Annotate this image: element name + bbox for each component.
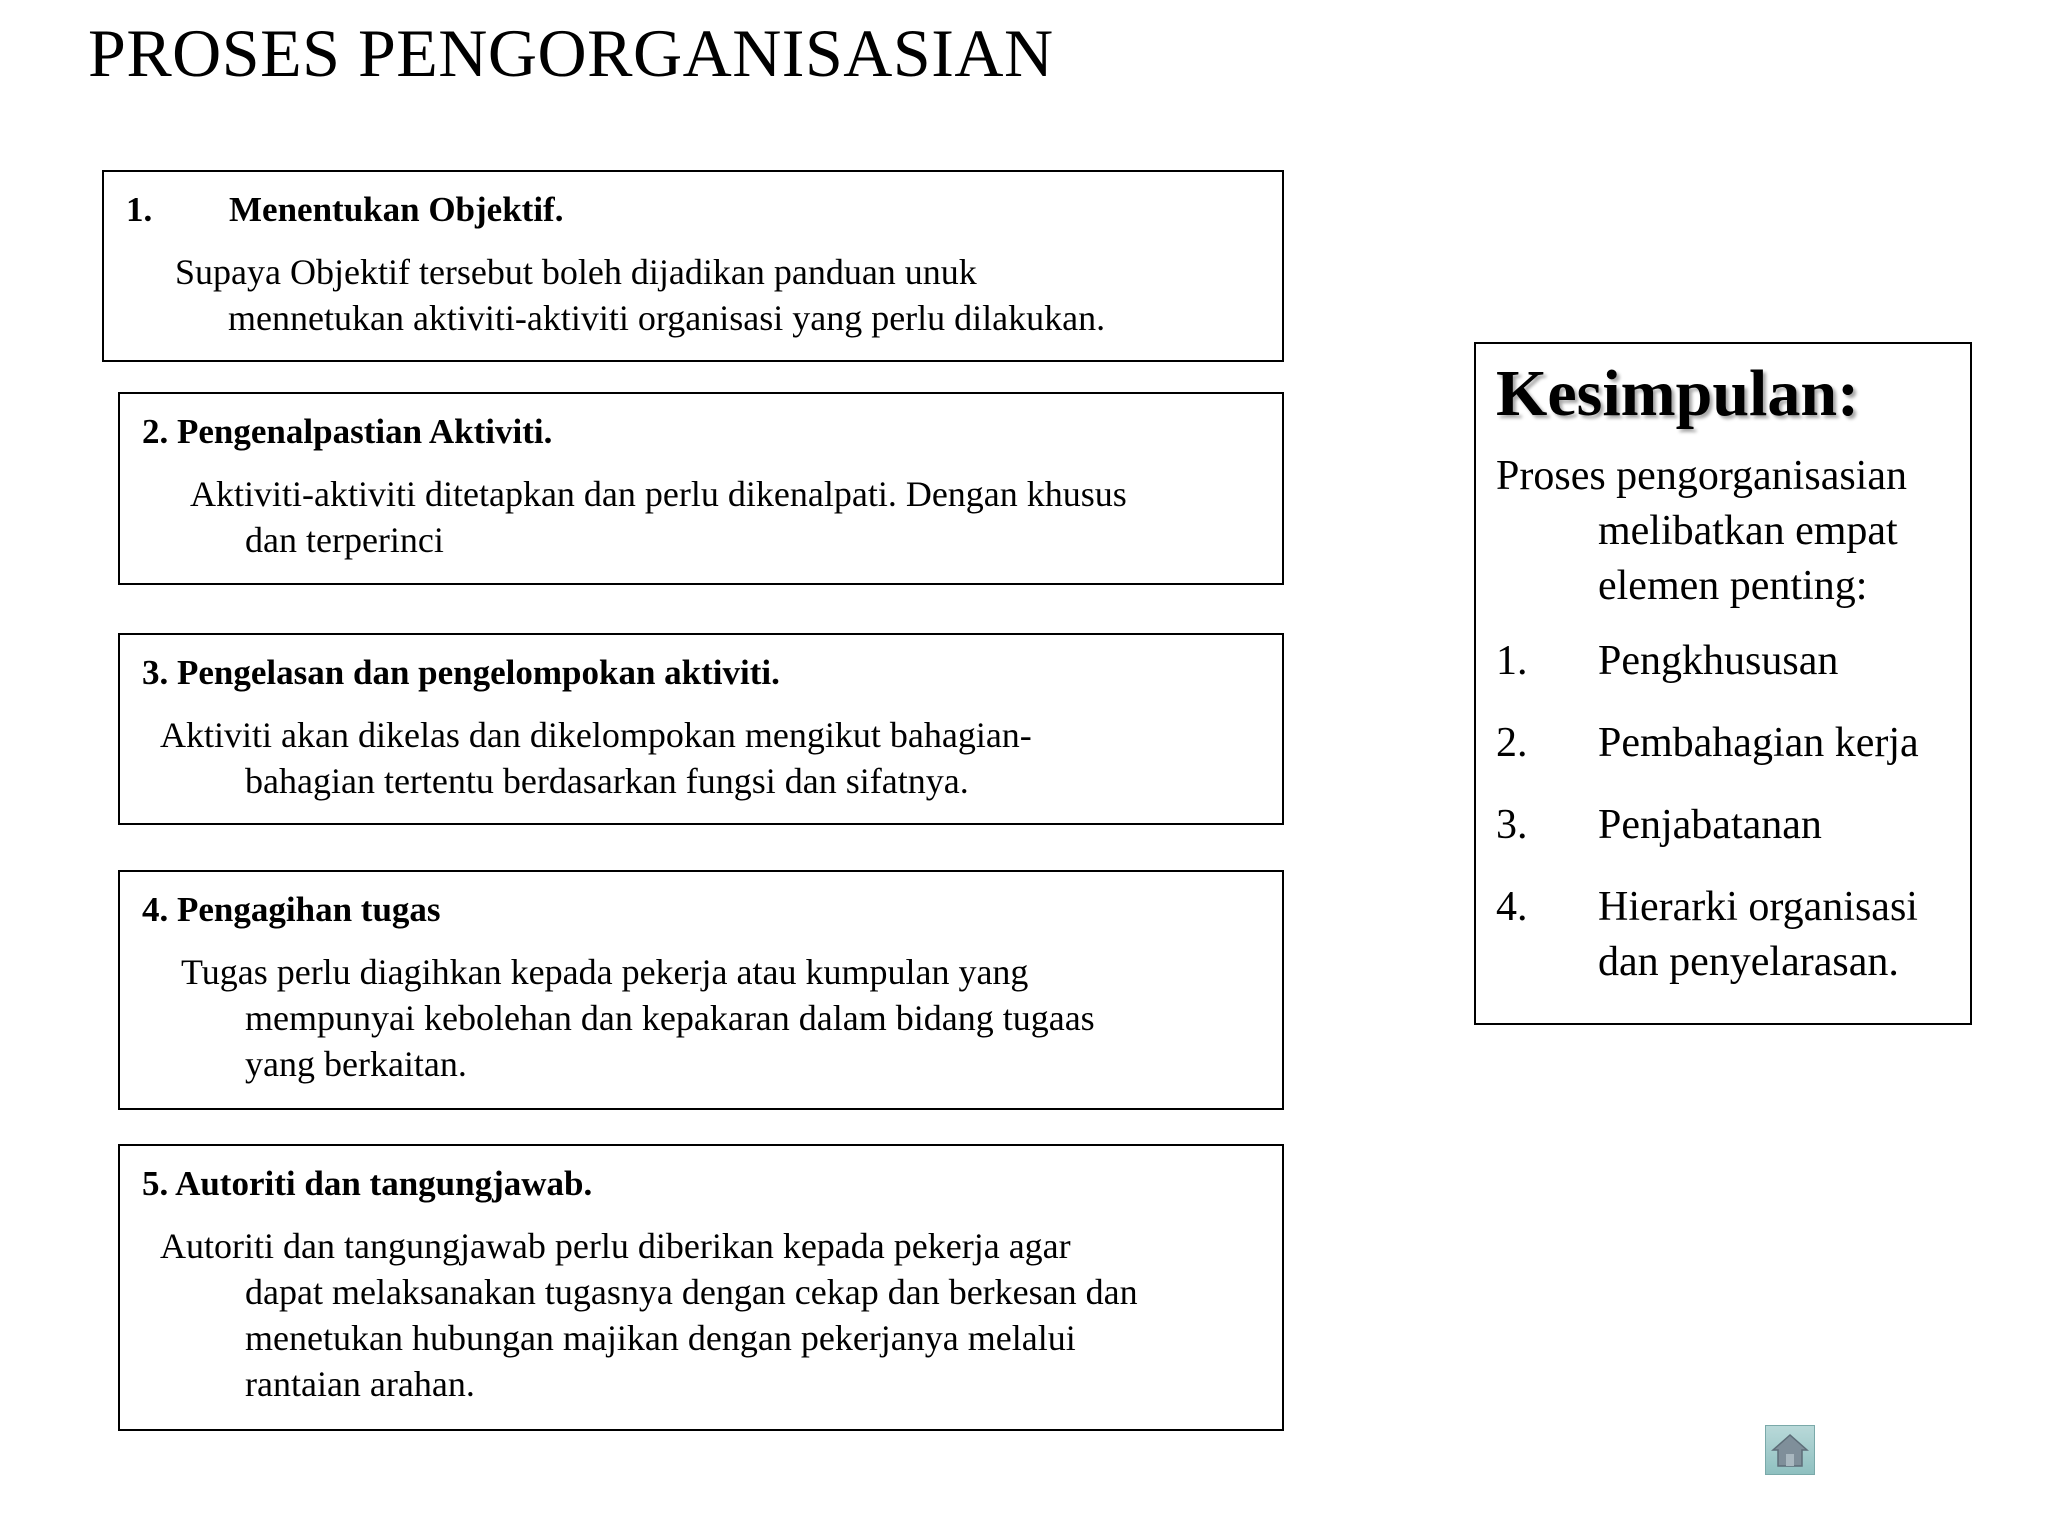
step-line: dapat melaksanakan tugasnya dengan cekap dan berkesan dan xyxy=(245,1272,1138,1312)
list-item-number: 2. xyxy=(1496,719,1528,766)
step-heading-text: Menentukan Objektif. xyxy=(229,190,564,229)
step-box-3 xyxy=(118,633,1284,825)
list-item-number: 3. xyxy=(1496,801,1528,848)
list-item xyxy=(1496,716,1970,771)
step-line: Aktiviti akan dikelas dan dikelompokan mengikut bahagian- xyxy=(160,715,1032,755)
list-item-text: Hierarki organisasi xyxy=(1598,883,1918,930)
step-line: menetukan hubungan majikan dengan pekerjanya melalui xyxy=(245,1318,1076,1358)
step-description xyxy=(142,1222,1282,1408)
summary-intro-line: elemen penting: xyxy=(1598,562,1868,609)
page-title: PROSES PENGORGANISASIAN xyxy=(88,15,1054,91)
home-button[interactable] xyxy=(1765,1425,1815,1475)
list-item-number: 4. xyxy=(1496,883,1528,930)
step-box-5 xyxy=(118,1144,1284,1431)
list-item-text: dan penyelarasan. xyxy=(1598,938,1899,985)
step-heading: 4. Pengagihan tugas xyxy=(142,890,441,929)
step-line: Supaya Objektif tersebut boleh dijadikan panduan unuk xyxy=(175,252,977,292)
step-description xyxy=(126,248,1282,342)
list-item xyxy=(1496,880,1970,990)
summary-title: Kesimpulan: xyxy=(1496,357,1860,430)
list-item xyxy=(1496,634,1970,689)
step-line: dan terperinci xyxy=(245,520,444,560)
summary-box xyxy=(1474,342,1972,1025)
step-box-4 xyxy=(118,870,1284,1110)
step-line: yang berkaitan. xyxy=(245,1044,467,1084)
step-heading: 5. Autoriti dan tangungjawab. xyxy=(142,1164,593,1203)
step-line: rantaian arahan. xyxy=(245,1364,475,1404)
list-item-number: 1. xyxy=(1496,637,1528,684)
step-box-2 xyxy=(118,392,1284,585)
step-line: Autoriti dan tangungjawab perlu diberikan kepada pekerja agar xyxy=(160,1226,1071,1266)
list-item-text: Penjabatanan xyxy=(1598,801,1822,848)
home-icon xyxy=(1770,1430,1810,1470)
summary-intro-line: melibatkan empat xyxy=(1598,507,1898,554)
step-heading: 3. Pengelasan dan pengelompokan aktiviti. xyxy=(142,653,780,692)
list-item-text: Pembahagian kerja xyxy=(1598,719,1919,766)
list-item xyxy=(1496,798,1970,853)
step-line: mempunyai kebolehan dan kepakaran dalam bidang tugaas xyxy=(245,998,1095,1038)
step-number: 1. xyxy=(126,190,153,229)
step-line: bahagian tertentu berdasarkan fungsi dan sifatnya. xyxy=(245,761,969,801)
step-line: Aktiviti-aktiviti ditetapkan dan perlu dikenalpati. Dengan khusus xyxy=(190,474,1127,514)
step-heading: 2. Pengenalpastian Aktiviti. xyxy=(142,412,553,451)
summary-intro-line: Proses pengorganisasian xyxy=(1496,452,1907,499)
step-box-1 xyxy=(102,170,1284,362)
step-description xyxy=(142,711,1282,805)
list-item-text: Pengkhususan xyxy=(1598,637,1839,684)
step-description xyxy=(142,470,1282,564)
step-line: mennetukan aktiviti-aktiviti organisasi yang perlu dilakukan. xyxy=(228,298,1106,338)
step-line: Tugas perlu diagihkan kepada pekerja atau kumpulan yang xyxy=(181,952,1029,992)
summary-intro xyxy=(1496,449,1970,614)
step-heading xyxy=(126,188,1282,232)
step-description xyxy=(142,948,1282,1088)
summary-list xyxy=(1496,634,1970,990)
